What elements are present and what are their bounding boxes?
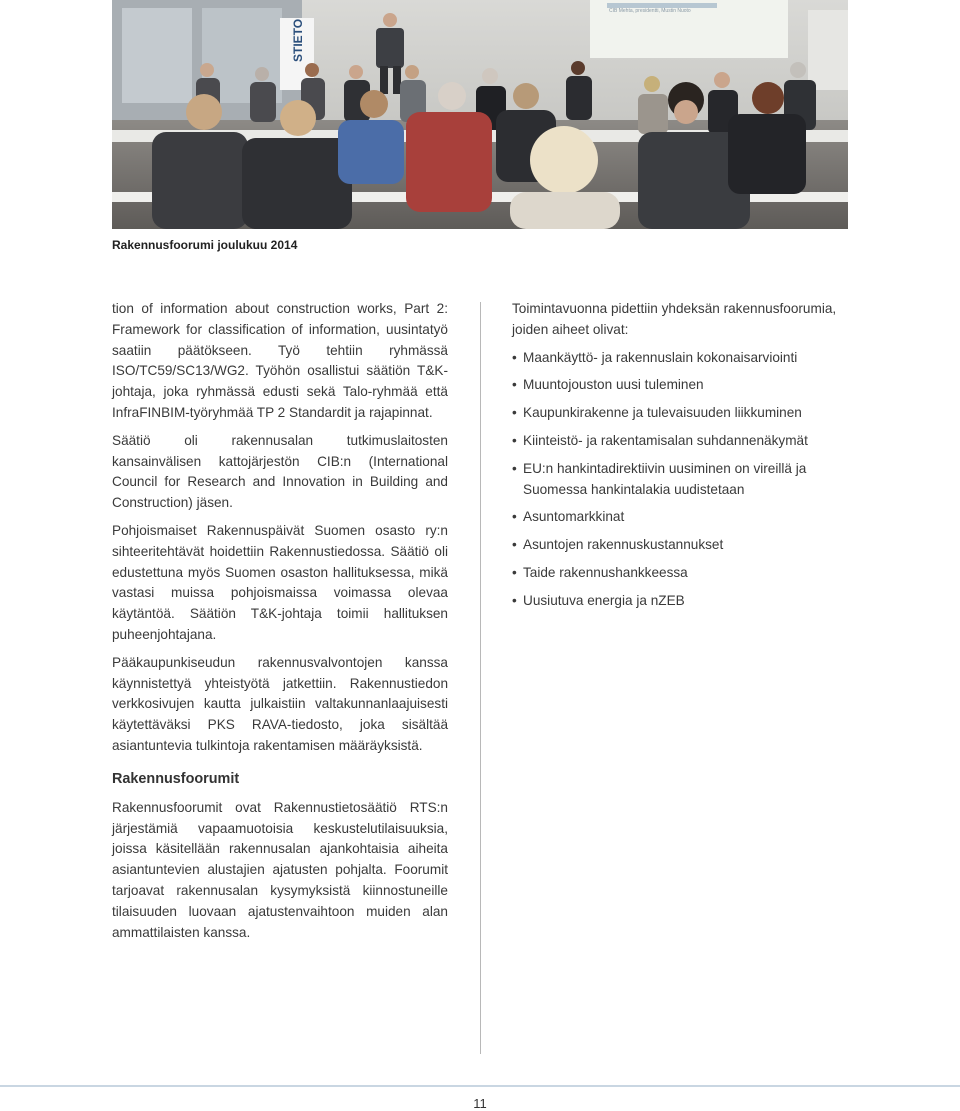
list-item: • Muuntojouston uusi tuleminen	[512, 375, 848, 396]
list-item: • Asuntojen rakennuskustannukset	[512, 535, 848, 556]
bullet-icon: •	[512, 432, 517, 448]
slide-text: CIB Mehta, presidentti, Mustin Nuoto	[609, 8, 691, 14]
list-item: • Asuntomarkkinat	[512, 507, 848, 528]
bullet-icon: •	[512, 592, 517, 608]
photo-caption: Rakennusfoorumi joulukuu 2014	[112, 238, 298, 252]
seminar-photo-illustration	[112, 0, 848, 229]
footer-rule	[0, 1085, 960, 1087]
sign-text: STIETO	[291, 18, 305, 62]
forums-intro: Toimintavuonna pidettiin yhdeksän rakennusfoorumia, joiden aiheet olivat:	[512, 301, 837, 337]
right-column	[512, 299, 848, 619]
seminar-photo	[112, 0, 848, 229]
page-number: 11	[473, 1096, 487, 1111]
forum-topic-list	[512, 348, 848, 612]
paragraph-nordic-building-days: Pohjoismaiset Rakennuspäivät Suomen osasto ry:n sihteeritehtävät hoidettiin Rakennustiedossa. Säätiö oli edustettuna myös Suomen osaston hallituksessa, mikä vastasi muissa pohjoismaissa voimassa olevaa käytäntöä. Säätiön T&K-johtaja toimii hallituksen puheenjohtajana.	[112, 522, 448, 642]
paragraph-forums-description: Rakennusfoorumit ovat Rakennustietosäätiö RTS:n järjestämiä vapaamuotoisia keskustelutilaisuuksia, joissa käsitellään rakennusalan ajankohtaisia aiheita asiantuntevien alustajien ajatusten pohjalta. Foorumit tarjoavat rakennusalan kysymyksistä kiinnostuneille tilaisuuden luovaan ajatustenvaihtoon muiden alan ammattilaisten kanssa.	[112, 799, 448, 940]
list-item: • Kaupunkirakenne ja tulevaisuuden liikkuminen	[512, 403, 848, 424]
list-item: • Kiinteistö- ja rakentamisalan suhdannenäkymät	[512, 431, 848, 452]
bullet-icon: •	[512, 349, 517, 365]
list-item: • EU:n hankintadirektiivin uusiminen on vireillä ja Suomessa hankintalakia uudistetaan	[512, 460, 807, 497]
bullet-icon: •	[512, 509, 517, 525]
list-item: • Taide rakennushankkeessa	[512, 563, 848, 584]
paragraph-building-control: Pääkaupunkiseudun rakennusvalvontojen kanssa käynnistettyä yhteistyötä jatkettiin. Rakennustiedon verkkosivujen kautta julkaistiin valtakunnanlaajuisesti käytettäväksi PKS RAVA-tiedosto, joka sisältää asiantuntevia tulkintoja rakentamisen määräyksistä.	[112, 654, 448, 753]
paragraph-iso-standard: tion of information about construction works, Part 2: Framework for classification of information, uusintatyö saatiin päätökseen. Työ tehtiin ryhmässä ISO/TC59/SC13/WG2. Työhön osallistui säätiön T&K-johtaja, joka ryhmässä edusti sekä Talo-ryhmää että InfraFINBIM-työryhmää TP 2 Standardit ja rajapinnat.	[112, 301, 448, 420]
bullet-icon: •	[512, 537, 517, 553]
bullet-icon: •	[512, 564, 517, 580]
bullet-icon: •	[512, 377, 517, 393]
section-heading-rakennusfoorumit: Rakennusfoorumit	[112, 770, 240, 787]
list-item: • Maankäyttö- ja rakennuslain kokonaisarviointi	[512, 348, 848, 369]
column-divider	[480, 302, 481, 1054]
left-column	[112, 299, 448, 950]
paragraph-cib-membership: Säätiö oli rakennusalan tutkimuslaitosten kansainvälisen kattojärjestön CIB:n (International Council for Research and Innovation in Building and Construction) jäsen.	[112, 432, 448, 511]
list-item: • Uusiutuva energia ja nZEB	[512, 591, 848, 612]
bullet-icon: •	[512, 405, 517, 421]
bullet-icon: •	[512, 460, 517, 476]
